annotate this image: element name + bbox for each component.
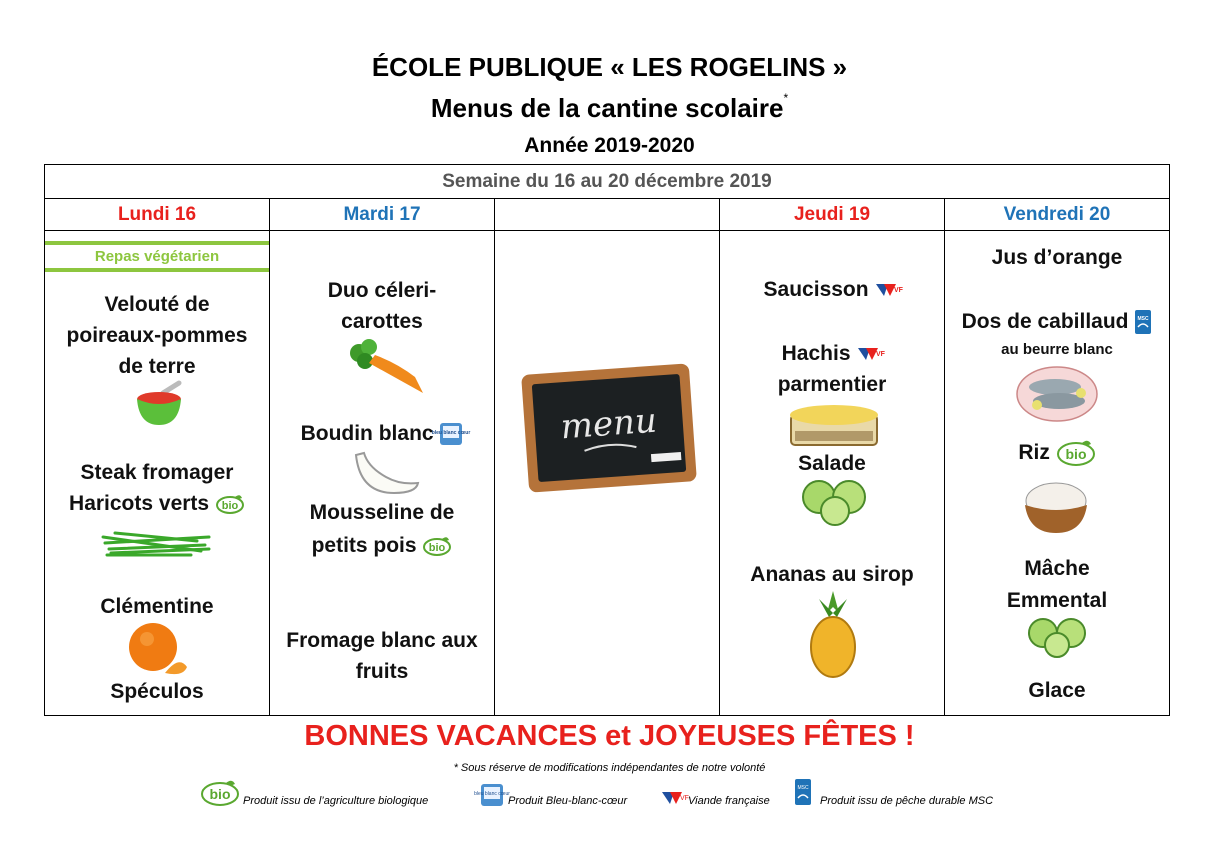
menu-item <box>270 530 494 561</box>
menu-title <box>0 93 1219 124</box>
menu-item-text: Dos de cabillaud <box>961 310 1129 333</box>
svg-text:VF: VF <box>680 795 689 802</box>
menu-item <box>45 488 269 519</box>
menu-item: carottes <box>341 310 423 333</box>
menu-table <box>44 164 1170 716</box>
salad-icon <box>797 477 873 527</box>
svg-text:MSC: MSC <box>1137 316 1149 323</box>
legend-viande-francaise: Viande française <box>688 795 770 807</box>
menu-item-text: petits pois <box>311 534 417 557</box>
hachis-parmentier-dish-icon <box>785 401 883 449</box>
menu-item: Glace <box>1028 679 1086 702</box>
legend-bio: Produit issu de l’agriculture biologique <box>243 795 429 807</box>
viande-francaise-logo-icon <box>660 788 688 808</box>
menu-item-text: Hachis <box>781 342 851 365</box>
menu-item: Steak fromager <box>80 461 234 484</box>
day-friday: Vendredi 20 <box>1003 204 1111 225</box>
svg-text:bleu blanc cœur: bleu blanc cœur <box>474 791 510 797</box>
bio-logo-icon <box>200 778 240 808</box>
green-beans-icon <box>101 523 213 559</box>
menu-item: Spéculos <box>110 680 204 703</box>
menu-item-detail: au beurre blanc <box>1001 341 1113 358</box>
menu-item: fruits <box>355 660 409 683</box>
bleu-blanc-coeur-logo-icon <box>432 422 471 446</box>
carrot-celery-icon <box>345 337 427 397</box>
menu-chalkboard-icon <box>519 361 699 495</box>
day-thursday: Jeudi 19 <box>793 204 871 225</box>
menu-item: Salade <box>798 452 866 475</box>
menu-item: Fromage blanc aux <box>286 629 478 652</box>
clementine-icon <box>127 621 189 677</box>
week-label: Semaine du 16 au 20 décembre 2019 <box>45 165 1169 199</box>
msc-logo-icon <box>794 778 812 806</box>
menu-item-text: Saucisson <box>763 278 869 301</box>
disclaimer-note: * Sous réserve de modifications indépendantes de notre volonté <box>453 762 766 774</box>
svg-text:bio: bio <box>209 786 231 802</box>
svg-text:bio: bio <box>429 542 446 555</box>
title-asterisk: * <box>783 91 789 105</box>
boudin-blanc-icon <box>350 449 422 497</box>
menu-item: Velouté de <box>104 293 210 316</box>
viande-francaise-logo-icon <box>874 280 904 300</box>
rice-bowl-icon <box>1021 479 1091 535</box>
menu-item-text: Riz <box>1018 441 1050 464</box>
menu-item <box>945 306 1169 337</box>
day-tuesday: Mardi 17 <box>343 204 421 225</box>
bio-logo-icon <box>422 535 452 557</box>
menu-item-text: Boudin blanc <box>300 422 434 445</box>
svg-text:menu: menu <box>559 400 659 448</box>
day-wednesday <box>495 199 719 230</box>
day-monday: Lundi 16 <box>117 204 197 225</box>
legend-bleu-blanc-coeur: Produit Bleu-blanc-cœur <box>508 795 628 807</box>
menu-item <box>720 338 944 369</box>
school-title: ÉCOLE PUBLIQUE « LES ROGELINS » <box>371 52 848 82</box>
menu-item: de terre <box>118 355 196 378</box>
menu-item <box>720 274 944 305</box>
menu-item: poireaux-pommes <box>66 324 248 347</box>
holiday-message: BONNES VACANCES et JOYEUSES FÊTES ! <box>304 720 915 752</box>
menu-item: Ananas au sirop <box>750 563 914 586</box>
svg-text:bio: bio <box>221 500 239 513</box>
menu-item: Emmental <box>1006 589 1108 612</box>
svg-text:VF: VF <box>876 351 886 359</box>
lettuce-icon <box>1025 615 1091 659</box>
vegetarian-tag: Repas végétarien <box>45 241 269 272</box>
menu-item: Mâche <box>1024 557 1090 580</box>
pineapple-icon <box>805 589 861 679</box>
menu-item: Clémentine <box>100 595 214 618</box>
bio-logo-icon <box>1056 438 1096 468</box>
menu-item: Mousseline de <box>309 501 455 524</box>
header-divider <box>45 230 1169 231</box>
svg-text:VF: VF <box>894 287 904 295</box>
svg-text:bio: bio <box>1065 446 1087 463</box>
viande-francaise-logo-icon <box>856 344 886 364</box>
msc-logo-icon <box>1134 309 1152 335</box>
menu-item <box>270 418 494 449</box>
menu-title-text: Menus de la cantine scolaire <box>430 93 784 123</box>
svg-text:bleu blanc cœur: bleu blanc cœur <box>432 430 471 437</box>
menu-item: Jus d’orange <box>991 246 1123 269</box>
school-year: Année 2019-2020 <box>524 134 695 157</box>
menu-item-text: Haricots verts <box>69 492 210 515</box>
menu-item: parmentier <box>777 373 887 396</box>
legend-msc: Produit issu de pêche durable MSC <box>820 795 994 807</box>
fish-plate-icon <box>1015 365 1099 423</box>
column-divider <box>494 199 495 716</box>
menu-item: Duo céleri- <box>327 279 437 302</box>
bleu-blanc-coeur-logo-icon <box>474 783 510 807</box>
svg-text:MSC: MSC <box>797 785 809 791</box>
soup-bowl-icon <box>135 381 183 427</box>
menu-item <box>945 437 1169 468</box>
bio-logo-icon <box>215 493 245 515</box>
